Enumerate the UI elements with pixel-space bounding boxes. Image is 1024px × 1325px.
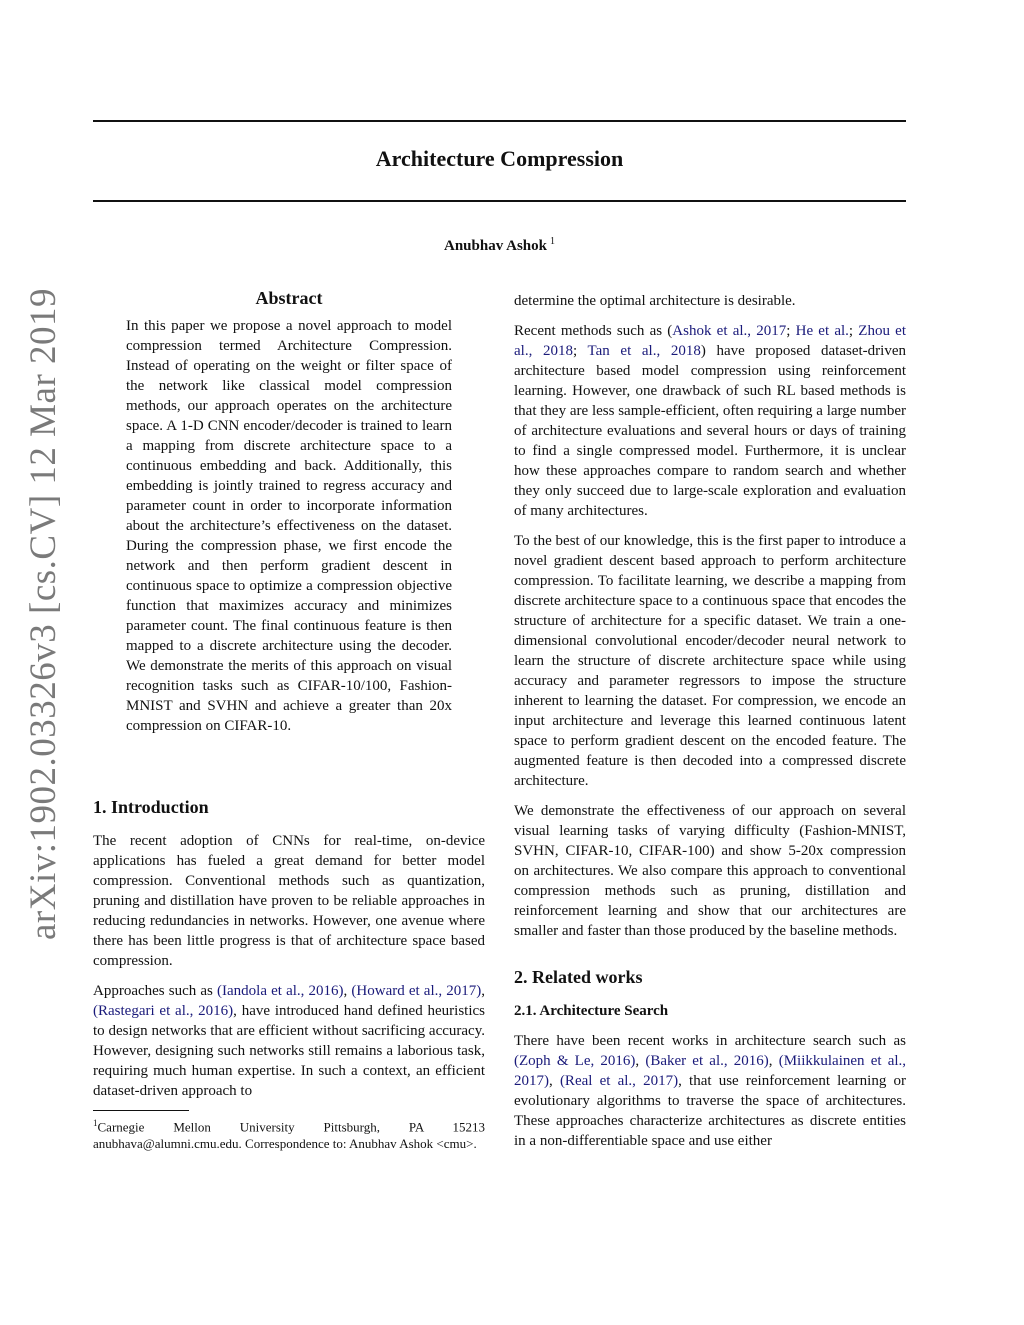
right-column: [514, 291, 906, 1161]
author-line: [93, 236, 906, 255]
intro-paragraph-2-continued: determine the optimal architecture is desirable.: [514, 293, 796, 309]
text-run: Approaches such as: [93, 983, 218, 999]
footnote-mark: 1: [93, 1118, 98, 1128]
architecture-search-heading: 2.1. Architecture Search: [514, 1003, 669, 1019]
text-run: ) have proposed dataset-driven architecture based model compression using reinforcement learning. However, one drawback of such RL based methods is that they are less sample-efficient, often requiring a large number of architecture evaluations and several hours or days of training to find a single compressed model. Furthermore, it is unclear how these approaches compare to random search and whether they only succeed due to large-scale exploration and evaluation of many architectures.: [514, 343, 906, 519]
footnote-text: Carnegie Mellon University Pittsburgh, PA 15213 anubhava@alumni.cmu.edu. Correspondence to: Anubhav Ashok <cmu>.: [93, 1119, 485, 1152]
footnote: [93, 1110, 485, 1152]
text-run: ,: [768, 1053, 779, 1069]
abstract-heading: Abstract: [255, 288, 323, 308]
citation-link[interactable]: Tan et al., 2018: [587, 343, 701, 359]
citation-link[interactable]: (Miikkulainen et al., 2017): [514, 1053, 907, 1089]
introduction-section: [93, 797, 485, 1111]
citation-link[interactable]: He et al.: [795, 323, 849, 339]
intro-paragraph-3: [514, 321, 906, 521]
paper-title: Architecture Compression: [375, 146, 624, 171]
introduction-heading: 1. Introduction: [93, 797, 209, 817]
intro-paragraph-1: The recent adoption of CNNs for real-time, on-device applications has fueled a great demand for better model compression. Conventional methods such as quantization, pruning and distillation have proven to be reliable approaches in reducing redundancies in networks. However, one avenue where there has been little progress is that of architecture space based compression.: [93, 833, 485, 969]
text-run: ;: [848, 323, 859, 339]
text-run: ;: [572, 343, 588, 359]
citation-link[interactable]: (Baker et al., 2016): [645, 1053, 769, 1069]
title-rule-bottom: [93, 200, 906, 202]
footnote-rule: [93, 1110, 189, 1111]
author-affiliation-mark: 1: [549, 236, 555, 247]
intro-paragraph-5: We demonstrate the effectiveness of our approach on several visual learning tasks of varying difficulty (Fashion-MNIST, SVHN, CIFAR-10, CIFAR-100) and show 5-20x compression on architectures. We also compare this approach to conventional compression methods such as pruning, distillation and reinforcement learning and show that our architectures are smaller and faster than those produced by the baseline methods.: [514, 803, 906, 939]
text-run: ,: [549, 1073, 560, 1089]
text-run: , have introduced hand defined heuristics to design networks that are efficient without sacrificing accuracy. However, designing such networks still remains a laborious task, requiring much human expertise. In such a context, an efficient dataset-driven approach to: [93, 1003, 485, 1099]
text-run: ;: [786, 323, 796, 339]
citation-link[interactable]: (Zoph & Le, 2016): [514, 1053, 636, 1069]
title-rule-top: [93, 120, 906, 122]
related-paragraph-1: [514, 1031, 906, 1151]
intro-paragraph-4: To the best of our knowledge, this is the first paper to introduce a novel gradient descent based approach to perform architecture compression. To facilitate learning, we describe a mapping from discrete architecture space to a continuous space that encodes the structure of architecture for a specific dataset. We train a one-dimensional convolutional encoder/decoder neural network to learn the structure of discrete architecture space while using accuracy and parameter regressors to impose the structure inherent to learning the dataset. For compression, we encode an input architecture and leverage this learned continuous latent space to perform gradient descent on the encoded feature. The augmented feature is then decoded into a compressed discrete architecture.: [514, 533, 906, 789]
citation-link[interactable]: Zhou et al., 2018: [514, 323, 906, 359]
text-run: ,: [635, 1053, 646, 1069]
citation-link[interactable]: (Iandola et al., 2016): [217, 983, 344, 999]
abstract-section: [126, 288, 452, 746]
text-run: Recent methods such as (: [514, 323, 673, 339]
arxiv-identifier: arXiv:1902.03326v3 [cs.CV] 12 Mar 2019: [23, 287, 64, 940]
citation-link[interactable]: (Howard et al., 2017): [351, 983, 482, 999]
text-run: ,: [481, 983, 485, 999]
text-run: , that use reinforcement learning or evolutionary algorithms to traverse the space of architectures. These approaches characterize architectures as discrete entities in a non-differentiable space and use either: [514, 1073, 907, 1149]
citation-link[interactable]: (Rastegari et al., 2016): [93, 1003, 234, 1019]
author-name: Anubhav Ashok: [444, 238, 547, 254]
abstract-text: In this paper we propose a novel approach to model compression termed Architecture Compression. Instead of operating on the weight or filter space of the network like classical model compression methods, our approach operates on the architecture space. A 1-D CNN encoder/decoder is trained to learn a mapping from discrete architecture space to a continuous embedding and back. Additionally, this embedding is jointly trained to regress accuracy and parameter count in order to incorporate information about the architecture’s effectiveness on the dataset. During the compression phase, we first encode the network and then perform gradient descent in continuous space to optimize a compression objective function that maximizes accuracy and minimizes parameter count. The final continuous feature is then mapped to a discrete architecture using the decoder. We demonstrate the merits of this approach on visual recognition tasks such as CIFAR-10/100, Fashion-MNIST and SVHN and achieve a greater than 20x compression on CIFAR-10.: [126, 318, 452, 734]
citation-link[interactable]: Ashok et al., 2017: [672, 323, 787, 339]
text-run: ,: [343, 983, 352, 999]
related-works-heading: 2. Related works: [514, 967, 643, 987]
text-run: There have been recent works in architecture search such as: [514, 1033, 906, 1049]
intro-paragraph-2: [93, 981, 485, 1101]
citation-link[interactable]: (Real et al., 2017): [559, 1073, 679, 1089]
